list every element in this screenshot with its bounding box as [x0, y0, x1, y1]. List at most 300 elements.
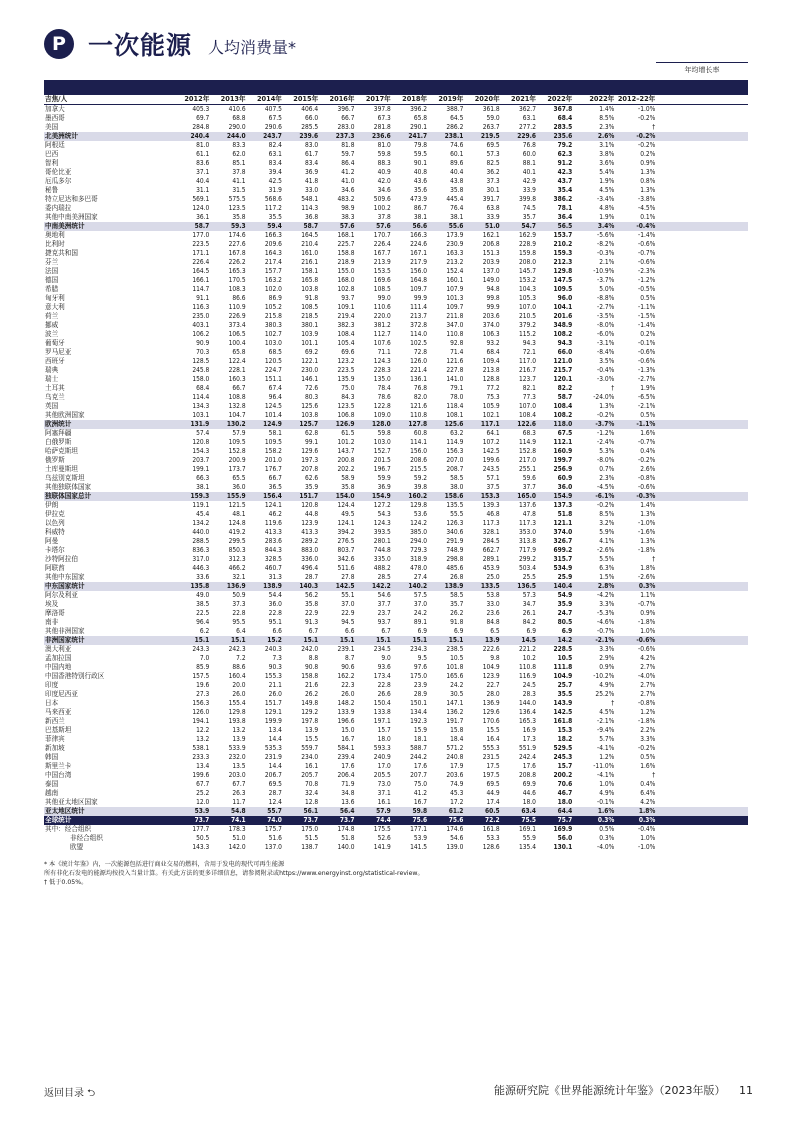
- table-cell: 135.5: [446, 501, 464, 509]
- table-cell: 102.5: [410, 339, 428, 347]
- row-label: 其他非洲国家: [45, 627, 85, 635]
- table-cell: 6.6: [272, 627, 282, 635]
- table-cell: 136.5: [517, 582, 536, 590]
- table-cell: 382.3: [337, 321, 355, 329]
- table-cell: 286.2: [446, 123, 464, 131]
- table-cell: 91.8: [304, 294, 319, 302]
- table-cell: 226.9: [228, 312, 246, 320]
- table-row: [44, 285, 748, 294]
- table-cell: 156.3: [446, 447, 464, 455]
- table-cell: 25.9: [557, 573, 573, 581]
- table-cell: 78.4: [377, 384, 391, 392]
- table-cell: 240.9: [373, 753, 391, 761]
- table-cell: 312.3: [228, 555, 246, 563]
- table-row: [44, 168, 748, 177]
- table-cell: 105.2: [264, 303, 282, 311]
- table-cell: 0.4%: [640, 780, 656, 788]
- table-cell: 96.4: [196, 618, 210, 626]
- table-cell: 22.8: [268, 609, 282, 617]
- table-cell: 59.9: [377, 474, 391, 482]
- table-cell: 99.8: [486, 294, 500, 302]
- row-label: 印度尼西亚: [45, 690, 78, 698]
- table-cell: -0.1%: [638, 339, 656, 347]
- table-cell: 883.0: [301, 546, 319, 554]
- table-cell: 593.3: [373, 744, 391, 752]
- table-cell: 101.1: [301, 339, 319, 347]
- table-cell: 59.2: [413, 474, 428, 482]
- table-cell: 42.5: [268, 177, 282, 185]
- table-cell: 66.7: [268, 474, 282, 482]
- table-cell: 228.5: [553, 645, 573, 653]
- table-cell: 99.1: [304, 438, 319, 446]
- table-cell: 175.7: [264, 825, 282, 833]
- row-label: 其他中东国家: [45, 573, 85, 581]
- table-cell: 56.5: [557, 222, 573, 230]
- table-cell: 403.1: [192, 321, 210, 329]
- table-cell: 103.8: [301, 411, 319, 419]
- table-cell: 40.9: [377, 168, 391, 176]
- table-cell: 217.9: [410, 258, 428, 266]
- table-cell: -4.0%: [597, 843, 615, 851]
- table-cell: 288.5: [192, 537, 210, 545]
- table-cell: 228.1: [228, 366, 246, 374]
- table-row: [44, 618, 748, 627]
- table-cell: 197.3: [301, 456, 319, 464]
- table-cell: 215.5: [410, 465, 428, 473]
- table-cell: 39.4: [268, 168, 282, 176]
- row-label: 瑞士: [45, 375, 59, 383]
- table-cell: 67.3: [377, 114, 391, 122]
- table-cell: 67.7: [196, 780, 210, 788]
- table-cell: 242.0: [301, 645, 319, 653]
- row-label: 希腊: [45, 285, 59, 293]
- table-cell: 62.6: [304, 474, 319, 482]
- table-cell: 239.6: [299, 132, 319, 140]
- table-row: [44, 366, 748, 375]
- table-cell: 83.3: [232, 141, 246, 149]
- table-cell: 224.7: [264, 366, 282, 374]
- table-cell: 166.1: [192, 276, 210, 284]
- table-cell: 239.4: [337, 753, 355, 761]
- table-cell: 17.6: [413, 762, 428, 770]
- table-cell: 255.1: [518, 465, 536, 473]
- table-cell: 290.6: [264, 123, 282, 131]
- row-label: 美国: [45, 123, 59, 131]
- table-cell: 803.7: [337, 546, 355, 554]
- table-cell: 555.3: [482, 744, 500, 752]
- table-cell: 1.9%: [640, 384, 656, 392]
- table-cell: 169.1: [518, 825, 536, 833]
- table-body: [44, 105, 748, 852]
- table-cell: 226.4: [373, 240, 391, 248]
- table-cell: 75.3: [486, 393, 500, 401]
- table-row: [44, 357, 748, 366]
- table-cell: 25.7: [557, 681, 573, 689]
- table-cell: 374.0: [482, 321, 500, 329]
- table-cell: 13.5: [232, 762, 246, 770]
- table-cell: 158.8: [337, 249, 355, 257]
- table-cell: 88.1: [522, 159, 536, 167]
- table-cell: 177.1: [410, 825, 428, 833]
- table-cell: 535.3: [264, 744, 282, 752]
- table-cell: 178.3: [228, 825, 246, 833]
- table-cell: 155.0: [337, 267, 355, 275]
- table-cell: 53.3: [486, 834, 500, 842]
- table-cell: 15.1: [412, 636, 428, 644]
- table-cell: 27.4: [413, 573, 428, 581]
- table-cell: 37.8: [377, 213, 391, 221]
- table-cell: 43.8: [450, 177, 464, 185]
- table-cell: 129.1: [264, 708, 282, 716]
- row-label: 乌兹别克斯坦: [45, 474, 85, 482]
- table-cell: 73.7: [303, 816, 319, 824]
- table-cell: 38.5: [196, 600, 210, 608]
- table-cell: 120.1: [553, 375, 573, 383]
- table-cell: 117.1: [480, 420, 500, 428]
- row-label: 波兰: [45, 330, 59, 338]
- table-cell: 13.6: [341, 798, 355, 806]
- table-cell: 348.9: [553, 321, 573, 329]
- table-cell: 2.7%: [640, 690, 656, 698]
- row-label: 奥地利: [45, 231, 65, 239]
- table-cell: 154.9: [372, 492, 391, 500]
- back-to-contents-link[interactable]: 返回目录 ⮌: [44, 1088, 96, 1099]
- table-cell: -8.0%: [597, 321, 615, 329]
- table-cell: -6.1%: [595, 492, 615, 500]
- table-cell: 93.7: [341, 294, 355, 302]
- table-cell: 18.0: [522, 798, 536, 806]
- table-cell: 54.6: [450, 834, 464, 842]
- table-cell: 40.4: [450, 168, 464, 176]
- table-row: [44, 591, 748, 600]
- table-cell: 164.8: [410, 276, 428, 284]
- table-cell: 99.0: [377, 294, 391, 302]
- table-cell: 146.1: [301, 375, 319, 383]
- table-cell: 35.5: [268, 213, 282, 221]
- row-label: 中国台湾: [45, 771, 72, 779]
- table-cell: 108.4: [518, 411, 536, 419]
- table-cell: 65.5: [232, 474, 246, 482]
- table-cell: 0.5%: [599, 825, 615, 833]
- table-cell: 137.3: [553, 501, 573, 509]
- section-badge: P: [44, 29, 74, 59]
- table-cell: 142.5: [335, 582, 355, 590]
- table-cell: 51.0: [485, 222, 500, 230]
- row-label: 德国: [45, 276, 59, 284]
- table-cell: 243.7: [263, 132, 282, 140]
- table-cell: 122.8: [373, 402, 391, 410]
- table-cell: 207.8: [301, 465, 319, 473]
- table-cell: 385.0: [410, 528, 428, 536]
- table-row: [44, 645, 748, 654]
- table-row: [44, 753, 748, 762]
- table-cell: 6.9: [453, 627, 464, 635]
- table-cell: 34.6: [377, 186, 391, 194]
- table-cell: 41.2: [341, 168, 355, 176]
- table-cell: 164.3: [264, 249, 282, 257]
- table-cell: 340.6: [446, 528, 464, 536]
- table-row: [44, 204, 748, 213]
- table-cell: 37.1: [377, 789, 391, 797]
- table-cell: 121.6: [446, 357, 464, 365]
- table-cell: 156.4: [263, 492, 282, 500]
- table-cell: 1.3%: [640, 168, 656, 176]
- table-cell: 81.0: [377, 141, 391, 149]
- table-cell: 50.5: [196, 834, 210, 842]
- table-cell: 109.5: [228, 438, 246, 446]
- table-row: [44, 834, 748, 843]
- table-cell: 114.1: [410, 438, 428, 446]
- table-cell: 17.3: [522, 735, 536, 743]
- table-cell: 529.5: [553, 744, 573, 752]
- table-cell: 40.4: [196, 177, 210, 185]
- table-cell: 35.9: [557, 600, 573, 608]
- table-cell: 104.9: [482, 663, 500, 671]
- table-row: [44, 384, 748, 393]
- table-cell: 102.8: [337, 285, 355, 293]
- table-cell: 106.2: [192, 330, 210, 338]
- table-cell: 41.1: [232, 177, 246, 185]
- table-cell: 109.5: [553, 285, 573, 293]
- table-cell: 22.8: [232, 609, 246, 617]
- table-cell: 221.4: [410, 366, 428, 374]
- table-cell: 162.2: [337, 672, 355, 680]
- table-cell: -1.0%: [638, 105, 656, 113]
- table-cell: 73.7: [339, 816, 355, 824]
- table-cell: 108.2: [553, 330, 573, 338]
- table-cell: 46.2: [268, 510, 282, 518]
- table-cell: -1.8%: [638, 546, 656, 554]
- table-cell: 57.9: [232, 429, 246, 437]
- table-cell: 226.2: [228, 258, 246, 266]
- table-cell: 6.7: [308, 627, 319, 635]
- table-cell: 74.1: [230, 816, 246, 824]
- table-row: [44, 438, 748, 447]
- column-header: 2015年: [293, 95, 319, 103]
- table-cell: 215.7: [553, 366, 573, 374]
- table-cell: 33.0: [304, 186, 319, 194]
- table-cell: 41.0: [341, 177, 355, 185]
- table-cell: 23.7: [377, 609, 391, 617]
- table-cell: 379.2: [518, 321, 536, 329]
- table-cell: 208.0: [518, 258, 536, 266]
- table-cell: -0.7%: [638, 438, 656, 446]
- table-cell: 63.8: [486, 204, 500, 212]
- table-cell: 6.3%: [599, 564, 615, 572]
- table-cell: 117.0: [518, 357, 536, 365]
- table-cell: -5.3%: [597, 609, 615, 617]
- table-cell: 76.8: [413, 384, 428, 392]
- table-cell: 61.7: [304, 150, 319, 158]
- table-cell: -0.6%: [638, 240, 656, 248]
- table-cell: 53.8: [486, 591, 500, 599]
- table-cell: -0.6%: [638, 483, 656, 491]
- row-label: 其中：经合组织: [45, 825, 92, 833]
- table-cell: 150.4: [373, 699, 391, 707]
- table-cell: -0.6%: [638, 645, 656, 653]
- table-cell: 224.6: [410, 240, 428, 248]
- table-cell: 290.0: [228, 123, 246, 131]
- table-row: [44, 465, 748, 474]
- table-cell: 30.1: [486, 186, 500, 194]
- table-cell: 235.0: [192, 312, 210, 320]
- table-cell: 1.0%: [640, 834, 656, 842]
- table-cell: 160.2: [408, 492, 428, 500]
- table-cell: 294.0: [410, 537, 428, 545]
- table-cell: 105.3: [518, 294, 536, 302]
- table-cell: 1.3%: [640, 537, 656, 545]
- table-cell: 210.5: [518, 312, 536, 320]
- table-cell: 3.5%: [599, 357, 615, 365]
- table-cell: 202.2: [337, 465, 355, 473]
- table-cell: 101.8: [446, 663, 464, 671]
- table-cell: 124.2: [410, 519, 428, 527]
- table-cell: 127.8: [408, 420, 428, 428]
- table-cell: 59.8: [377, 429, 391, 437]
- column-header: 2020年: [474, 95, 500, 103]
- table-row: [44, 573, 748, 582]
- table-cell: -2.1%: [638, 402, 656, 410]
- table-cell: 108.4: [337, 330, 355, 338]
- table-cell: 62.8: [304, 429, 319, 437]
- table-cell: 154.0: [335, 492, 355, 500]
- subtotal-row: [44, 132, 748, 141]
- table-cell: 217.0: [518, 456, 536, 464]
- table-cell: 17.6: [341, 762, 355, 770]
- table-cell: 124.1: [337, 519, 355, 527]
- table-cell: 25.0: [486, 573, 500, 581]
- column-header: 2019年: [438, 95, 464, 103]
- table-cell: 72.6: [304, 384, 319, 392]
- table-cell: 4.9%: [599, 789, 615, 797]
- table-cell: 15.8: [450, 726, 464, 734]
- row-label: 秘鲁: [45, 186, 59, 194]
- table-cell: -1.1%: [636, 420, 656, 428]
- table-cell: 94.3: [522, 339, 536, 347]
- table-cell: 42.9: [522, 177, 536, 185]
- table-cell: 139.0: [446, 843, 464, 851]
- table-cell: 148.2: [337, 699, 355, 707]
- table-cell: 54.8: [230, 807, 246, 815]
- table-cell: 94.3: [557, 339, 573, 347]
- table-cell: 41.8: [304, 177, 319, 185]
- table-cell: 120.8: [192, 438, 210, 446]
- table-cell: 142.5: [553, 708, 573, 716]
- table-header-bar: [44, 80, 748, 95]
- table-cell: 342.6: [337, 555, 355, 563]
- column-header: 2022年: [547, 95, 573, 103]
- table-cell: 4.5%: [599, 186, 615, 194]
- table-cell: 42.0: [377, 177, 391, 185]
- table-cell: 1.8%: [638, 807, 656, 815]
- table-cell: 37.0: [341, 600, 355, 608]
- table-cell: 125.6: [444, 420, 464, 428]
- table-cell: 58.9: [341, 474, 355, 482]
- table-cell: 90.1: [413, 159, 428, 167]
- table-cell: 117.3: [518, 519, 536, 527]
- table-cell: 3.2%: [599, 519, 615, 527]
- table-cell: 0.8%: [640, 177, 656, 185]
- table-cell: 12.2: [196, 726, 210, 734]
- table-cell: 66.0: [557, 348, 573, 356]
- table-cell: 729.3: [410, 546, 428, 554]
- row-label: 其他独联体国家: [45, 483, 92, 491]
- table-cell: 129.6: [301, 447, 319, 455]
- table-cell: 15.7: [377, 726, 391, 734]
- table-cell: 26.3: [232, 789, 246, 797]
- table-cell: 7.2: [236, 654, 246, 662]
- table-cell: -0.7%: [638, 249, 656, 257]
- table-cell: 569.1: [192, 195, 210, 203]
- table-cell: 129.2: [301, 708, 319, 716]
- table-cell: 68.8: [232, 114, 246, 122]
- table-cell: 239.1: [337, 645, 355, 653]
- table-cell: 176.7: [264, 465, 282, 473]
- table-cell: 236.6: [372, 132, 391, 140]
- table-cell: -2.7%: [597, 303, 615, 311]
- table-cell: 28.3: [522, 690, 536, 698]
- table-cell: 106.8: [337, 411, 355, 419]
- table-cell: 37.3: [486, 177, 500, 185]
- table-cell: 124.8: [228, 519, 246, 527]
- table-cell: 67.5: [268, 114, 282, 122]
- table-cell: 37.5: [486, 483, 500, 491]
- table-cell: 36.5: [268, 483, 282, 491]
- table-cell: 16.1: [304, 762, 319, 770]
- table-cell: 27.3: [196, 690, 210, 698]
- table-cell: 162.9: [518, 231, 536, 239]
- table-cell: 226.4: [192, 258, 210, 266]
- table-cell: 165.8: [301, 276, 319, 284]
- table-cell: 135.8: [190, 582, 210, 590]
- table-cell: -3.7%: [595, 420, 615, 428]
- table-cell: 147.5: [553, 276, 573, 284]
- table-cell: 197.5: [482, 771, 500, 779]
- row-label: 厄瓜多尔: [45, 177, 72, 185]
- table-cell: 58.1: [268, 429, 282, 437]
- table-cell: 37.3: [232, 600, 246, 608]
- table-cell: 69.5: [268, 780, 282, 788]
- table-cell: 2.7%: [640, 681, 656, 689]
- row-label: 匈牙利: [45, 294, 65, 302]
- table-cell: 31.9: [268, 186, 282, 194]
- table-cell: 63.4: [521, 807, 536, 815]
- table-cell: 75.0: [341, 384, 355, 392]
- table-cell: 2.3%: [599, 123, 615, 131]
- table-cell: 25.5: [522, 573, 536, 581]
- table-cell: 335.0: [373, 555, 391, 563]
- total-row: [44, 816, 748, 825]
- table-cell: 1.9%: [599, 213, 615, 221]
- table-cell: 68.4: [557, 114, 573, 122]
- table-cell: 34.8: [341, 789, 355, 797]
- table-cell: 158.1: [301, 267, 319, 275]
- table-cell: 223.5: [337, 366, 355, 374]
- table-cell: 386.2: [553, 195, 573, 203]
- table-cell: 141.0: [446, 375, 464, 383]
- row-label: 以色列: [45, 519, 65, 527]
- table-cell: 7.0: [199, 654, 210, 662]
- table-cell: 46.7: [557, 789, 573, 797]
- table-cell: 284.5: [482, 537, 500, 545]
- table-cell: 234.3: [410, 645, 428, 653]
- table-cell: 205.7: [301, 771, 319, 779]
- table-cell: 2.8%: [597, 582, 615, 590]
- row-label: 科威特: [45, 528, 65, 536]
- table-cell: 23.6: [486, 609, 500, 617]
- table-cell: 64.1: [486, 429, 500, 437]
- table-cell: 105.9: [482, 402, 500, 410]
